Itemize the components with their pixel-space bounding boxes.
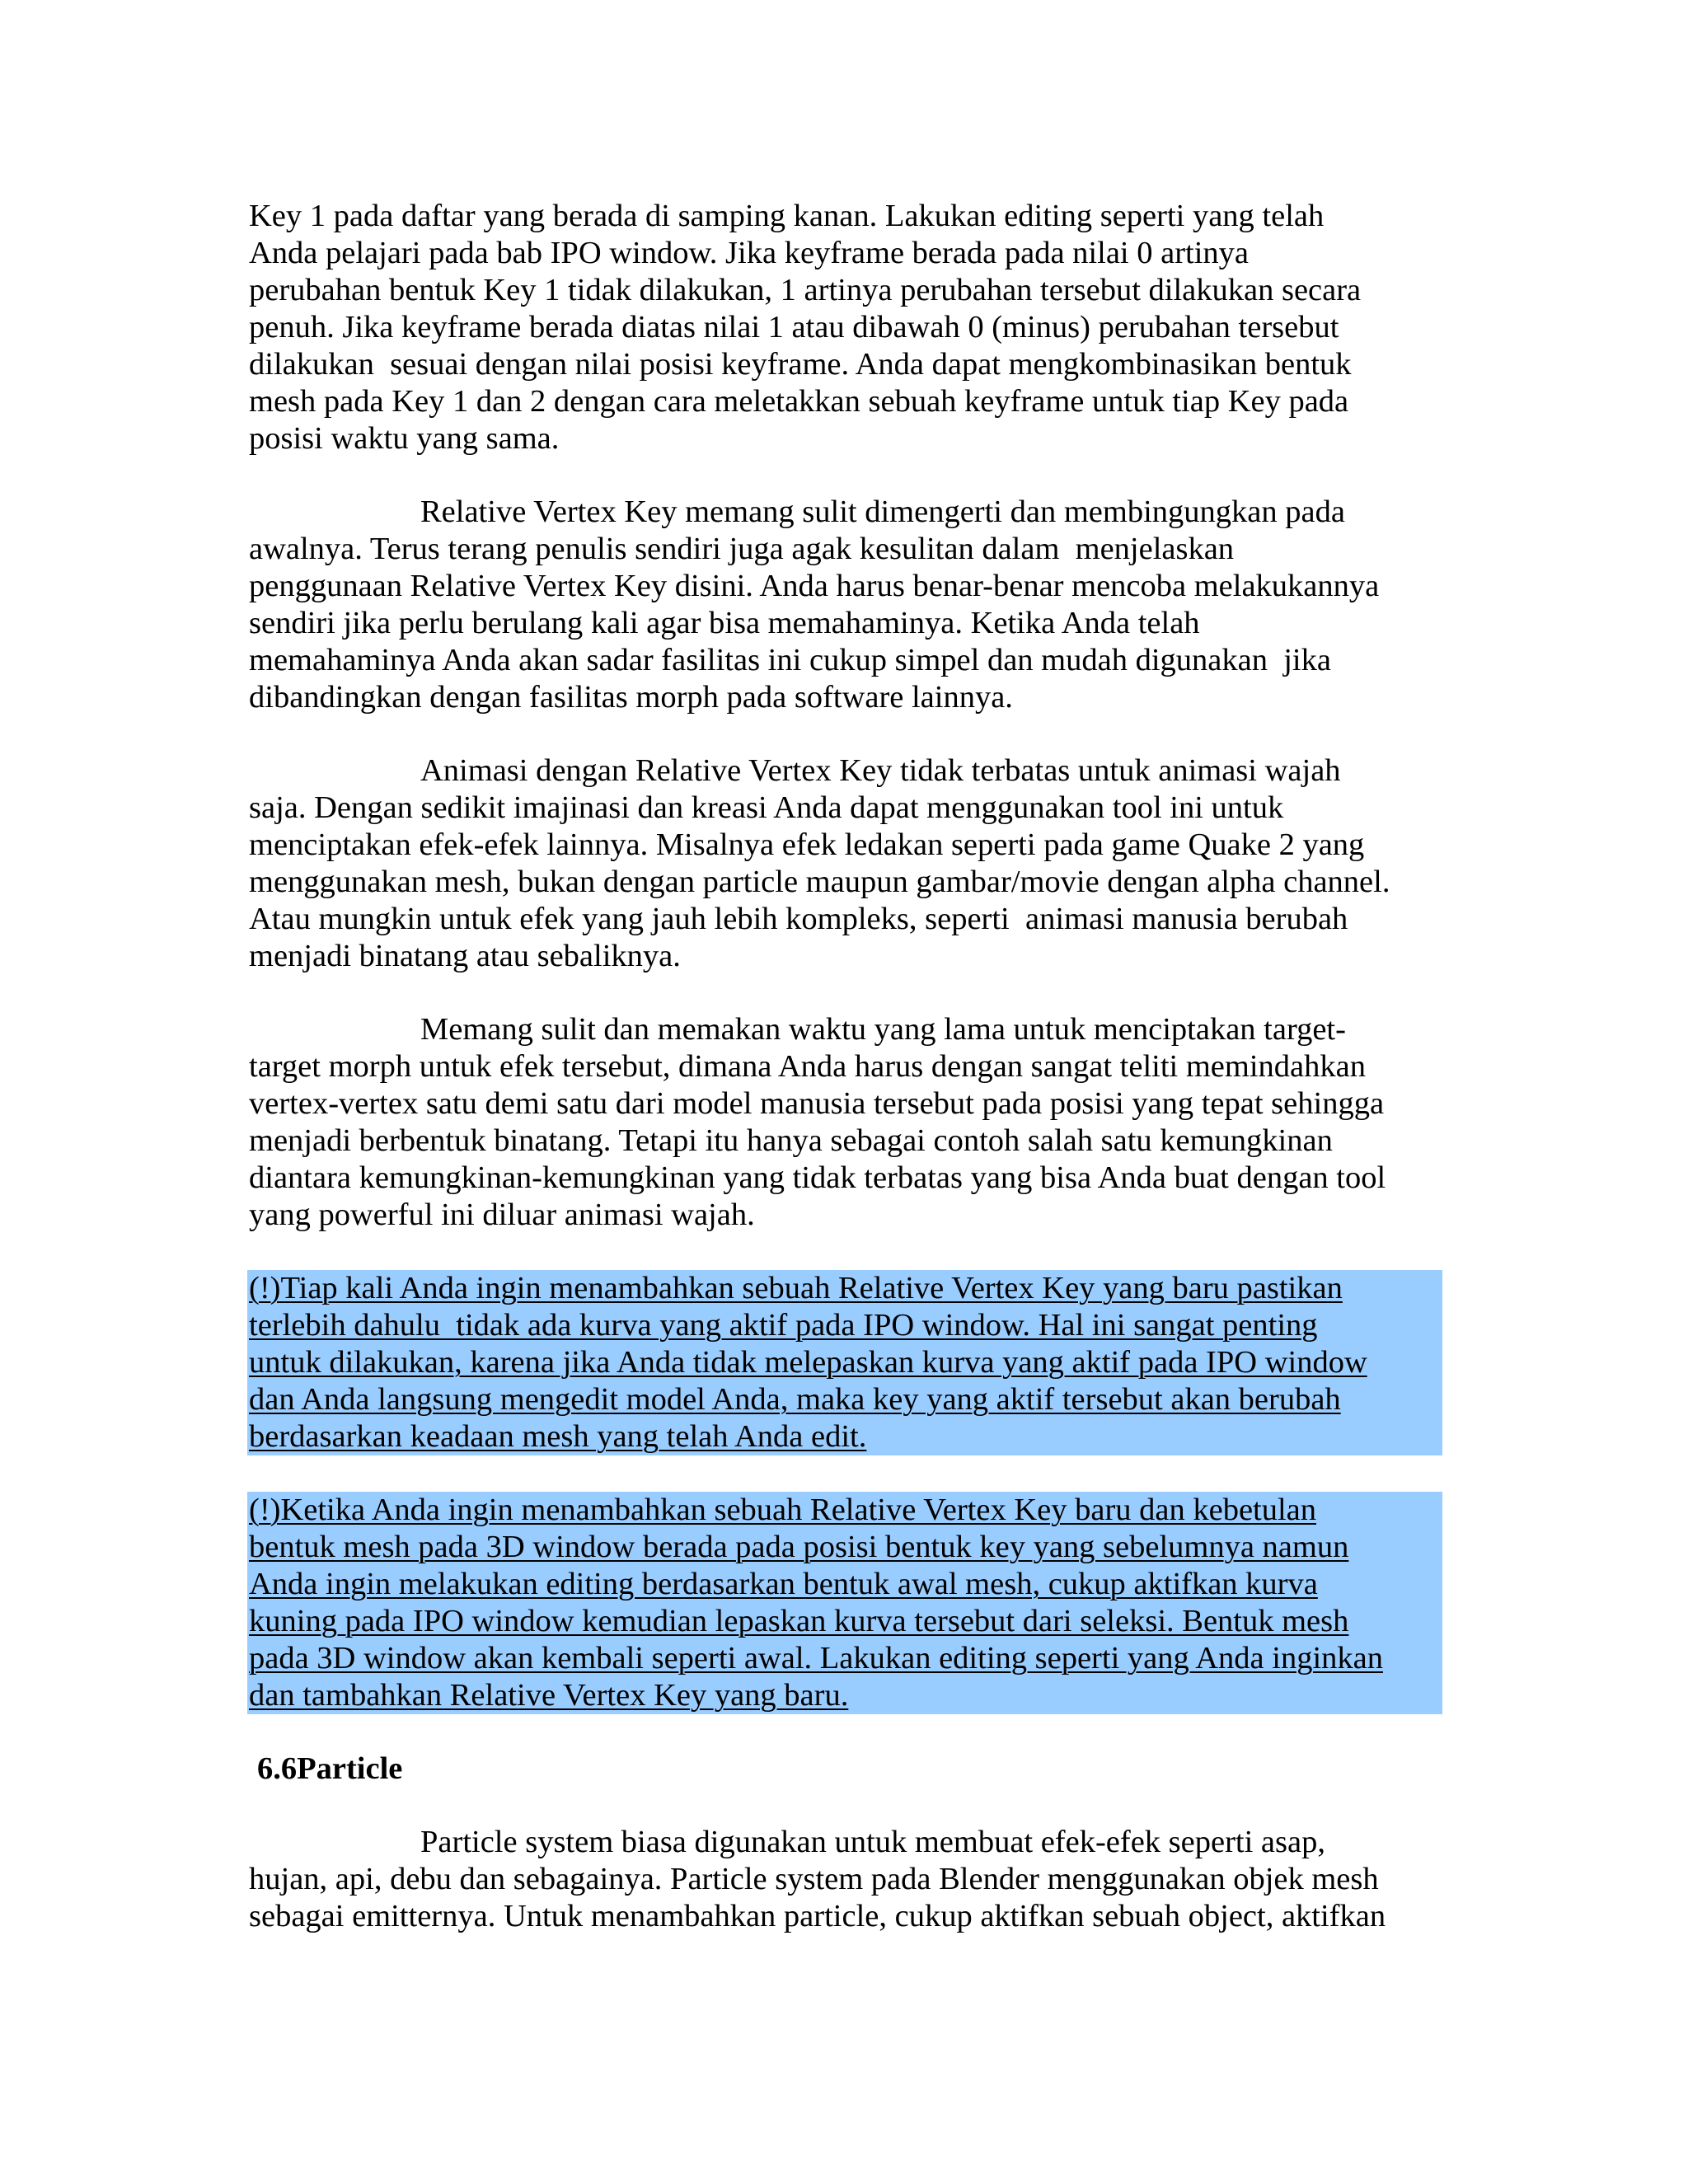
paragraph-spacer [249,1455,1444,1492]
text-line: memahaminya Anda akan sadar fasilitas ini cukup simpel dan mudah digunakan jika [249,643,1331,677]
text-line: hujan, api, debu dan sebagainya. Particle system pada Blender menggunakan objek mesh [249,1862,1379,1896]
text-line: menciptakan efek-efek lainnya. Misalnya efek ledakan seperti pada game Quake 2 yang [249,827,1365,862]
paragraph-4 [249,1011,1444,1234]
text-line: Relative Vertex Key memang sulit dimengerti dan membingungkan pada [420,494,1345,529]
text-line: penuh. Jika keyframe berada diatas nilai 1 atau dibawah 0 (minus) perubahan tersebut [249,310,1339,344]
paragraph-5 [249,1824,1444,1935]
paragraph-1 [249,198,1444,457]
paragraph-2 [249,494,1444,716]
text-line: Key 1 pada daftar yang berada di samping kanan. Lakukan editing seperti yang telah [249,199,1325,233]
paragraph-spacer [249,1788,1444,1824]
paragraph-3 [249,752,1444,975]
text-line: target morph untuk efek tersebut, dimana Anda harus dengan sangat teliti memindahkan [249,1049,1366,1084]
text-line: Memang sulit dan memakan waktu yang lama untuk menciptakan target- [420,1012,1346,1047]
paragraph-spacer [249,1714,1444,1750]
text-line: yang powerful ini diluar animasi wajah. [249,1197,755,1232]
text-line: Animasi dengan Relative Vertex Key tidak terbatas untuk animasi wajah [420,753,1341,788]
note-line: untuk dilakukan, karena jika Anda tidak melepaskan kurva yang aktif pada IPO window [249,1345,1367,1380]
text-line: Atau mungkin untuk efek yang jauh lebih kompleks, seperti animasi manusia berubah [249,902,1348,936]
paragraph-spacer [249,716,1444,752]
note-line: dan Anda langsung mengedit model Anda, maka key yang aktif tersebut akan berubah [249,1382,1341,1417]
text-line: vertex-vertex satu demi satu dari model manusia tersebut pada posisi yang tepat sehingga [249,1086,1385,1121]
paragraph-spacer [249,1234,1444,1270]
text-line: diantara kemungkinan-kemungkinan yang tidak terbatas yang bisa Anda buat dengan tool [249,1160,1386,1195]
note-line: pada 3D window akan kembali seperti awal. Lakukan editing seperti yang Anda inginkan [249,1641,1383,1675]
text-line: dilakukan sesuai dengan nilai posisi keyframe. Anda dapat mengkombinasikan bentuk [249,347,1352,382]
note-highlight-1 [247,1270,1442,1455]
note-line: terlebih dahulu tidak ada kurva yang aktif pada IPO window. Hal ini sangat penting [249,1308,1318,1343]
note-line: berdasarkan keadaan mesh yang telah Anda edit. [249,1419,867,1454]
note-line: (!)Tiap kali Anda ingin menambahkan sebuah Relative Vertex Key yang baru pastikan [249,1271,1343,1305]
text-line: penggunaan Relative Vertex Key disini. Anda harus benar-benar mencoba melakukannya [249,569,1380,603]
text-line: awalnya. Terus terang penulis sendiri juga agak kesulitan dalam menjelaskan [249,532,1235,566]
note-line: bentuk mesh pada 3D window berada pada posisi bentuk key yang sebelumnya namun [249,1530,1349,1564]
note-line: kuning pada IPO window kemudian lepaskan kurva tersebut dari seleksi. Bentuk mesh [249,1604,1349,1638]
text-line: sendiri jika perlu berulang kali agar bisa memahaminya. Ketika Anda telah [249,606,1200,640]
note-line: dan tambahkan Relative Vertex Key yang baru. [249,1678,849,1713]
note-line: (!)Ketika Anda ingin menambahkan sebuah Relative Vertex Key baru dan kebetulan [249,1493,1317,1527]
note-line: Anda ingin melakukan editing berdasarkan bentuk awal mesh, cukup aktifkan kurva [249,1567,1318,1601]
text-line: menjadi berbentuk binatang. Tetapi itu hanya sebagai contoh salah satu kemungkinan [249,1123,1333,1158]
text-line: dibandingkan dengan fasilitas morph pada software lainnya. [249,680,1013,715]
section-heading: 6.6Particle [257,1751,403,1786]
section-heading-block [249,1750,1444,1788]
text-line: perubahan bentuk Key 1 tidak dilakukan, 1 artinya perubahan tersebut dilakukan secara [249,273,1362,307]
text-line: menjadi binatang atau sebaliknya. [249,939,681,973]
paragraph-spacer [249,457,1444,494]
text-line: mesh pada Key 1 dan 2 dengan cara meletakkan sebuah keyframe untuk tiap Key pada [249,384,1349,419]
text-line: menggunakan mesh, bukan dengan particle maupun gambar/movie dengan alpha channel. [249,865,1390,899]
paragraph-spacer [249,975,1444,1011]
document-body [249,198,1444,1935]
text-line: Particle system biasa digunakan untuk membuat efek-efek seperti asap, [420,1825,1325,1859]
text-line: sebagai emitternya. Untuk menambahkan particle, cukup aktifkan sebuah object, aktifkan [249,1899,1386,1933]
text-line: Anda pelajari pada bab IPO window. Jika keyframe berada pada nilai 0 artinya [249,236,1249,270]
text-line: posisi waktu yang sama. [249,421,560,456]
text-line: saja. Dengan sedikit imajinasi dan kreasi Anda dapat menggunakan tool ini untuk [249,790,1284,825]
note-highlight-2 [247,1492,1442,1714]
